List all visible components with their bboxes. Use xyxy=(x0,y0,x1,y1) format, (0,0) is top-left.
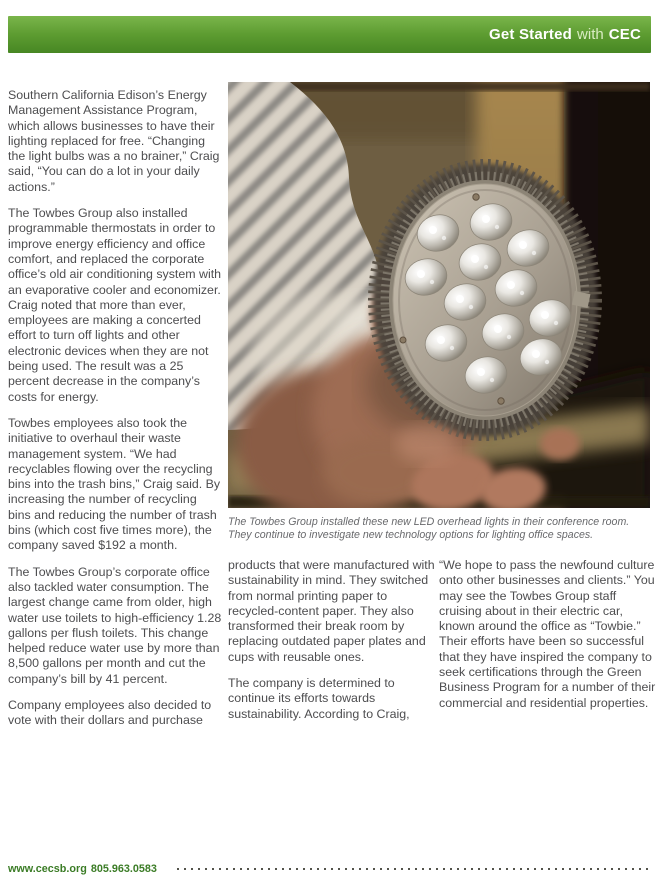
right-column xyxy=(439,558,657,722)
middle-column xyxy=(228,558,435,733)
led-lamp xyxy=(373,164,597,436)
paragraph: “We hope to pass the newfound culture onto other businesses and clients.” You may see the Towbes Group staff cruising about in their electric car, known around the office as “Towbie.” Their efforts have been so successful that they have inspired the company to seek certifications through the Green Business Program for a number of their commercial and residential properties. xyxy=(439,558,656,710)
header-title-cec: CEC xyxy=(608,26,641,43)
photo-caption: The Towbes Group installed these new LED overhead lights in their conference room. They continue to investigate new technology options for lighting office spaces. xyxy=(228,516,630,541)
paragraph: Company employees also decided to vote with their dollars and purchase xyxy=(8,697,212,728)
footer-phone: 805.963.0583 xyxy=(90,863,157,875)
paragraph: The company is determined to continue its efforts towards sustainability. According to Craig, xyxy=(228,676,410,721)
header-band xyxy=(8,16,651,53)
footer-website: www.cecsb.org xyxy=(8,863,87,875)
header-title-with: with xyxy=(577,26,604,43)
left-column xyxy=(8,88,222,740)
dotted-rule xyxy=(177,868,653,870)
paragraph: The Towbes Group’s corporate office also tackled water consumption. The largest change came from older, high water use toilets to high-efficiency 1.28 gallons per flush toilets. This change helped reduce water use by more than 8,500 gallons per month and cut the company’s bill by 41 percent. xyxy=(8,564,222,686)
article-photo-led-lamp xyxy=(228,82,650,508)
paragraph: The Towbes Group also installed programmable thermostats in order to improve energy efficiency and office comfort, and replaced the corporate office’s old air conditioning system with an evaporative cooler and economizer. Craig noted that more than ever, employees are making a concerted effort to turn off lights and other electronic devices when they are not being used. The result was a 25 percent decrease in the company’s costs for energy. xyxy=(8,206,222,404)
paragraph: Towbes employees also took the initiative to overhaul their waste management system. “We had recyclables flowing over the recycling bins into the trash bins,” Craig said. By increasing the number of recycling bins and reducing the number of trash bins (which cost five times more), the company saved $192 a month. xyxy=(8,415,221,553)
paragraph: Southern California Edison’s Energy Management Assistance Program, which allows businesses to have their lighting replaced for free. “Changing the light bulbs was a no brainer,” Craig said, “You can do a lot in your daily actions.” xyxy=(8,88,220,194)
paragraph: products that were manufactured with sustainability in mind. They switched from normal printing paper to recycled-content paper. They also transformed their break room by replacing outdated paper plates and cups with reusable ones. xyxy=(228,558,435,664)
page-footer xyxy=(8,863,653,875)
header-title-get-started: Get Started xyxy=(488,26,573,43)
footer-contact xyxy=(8,863,161,875)
